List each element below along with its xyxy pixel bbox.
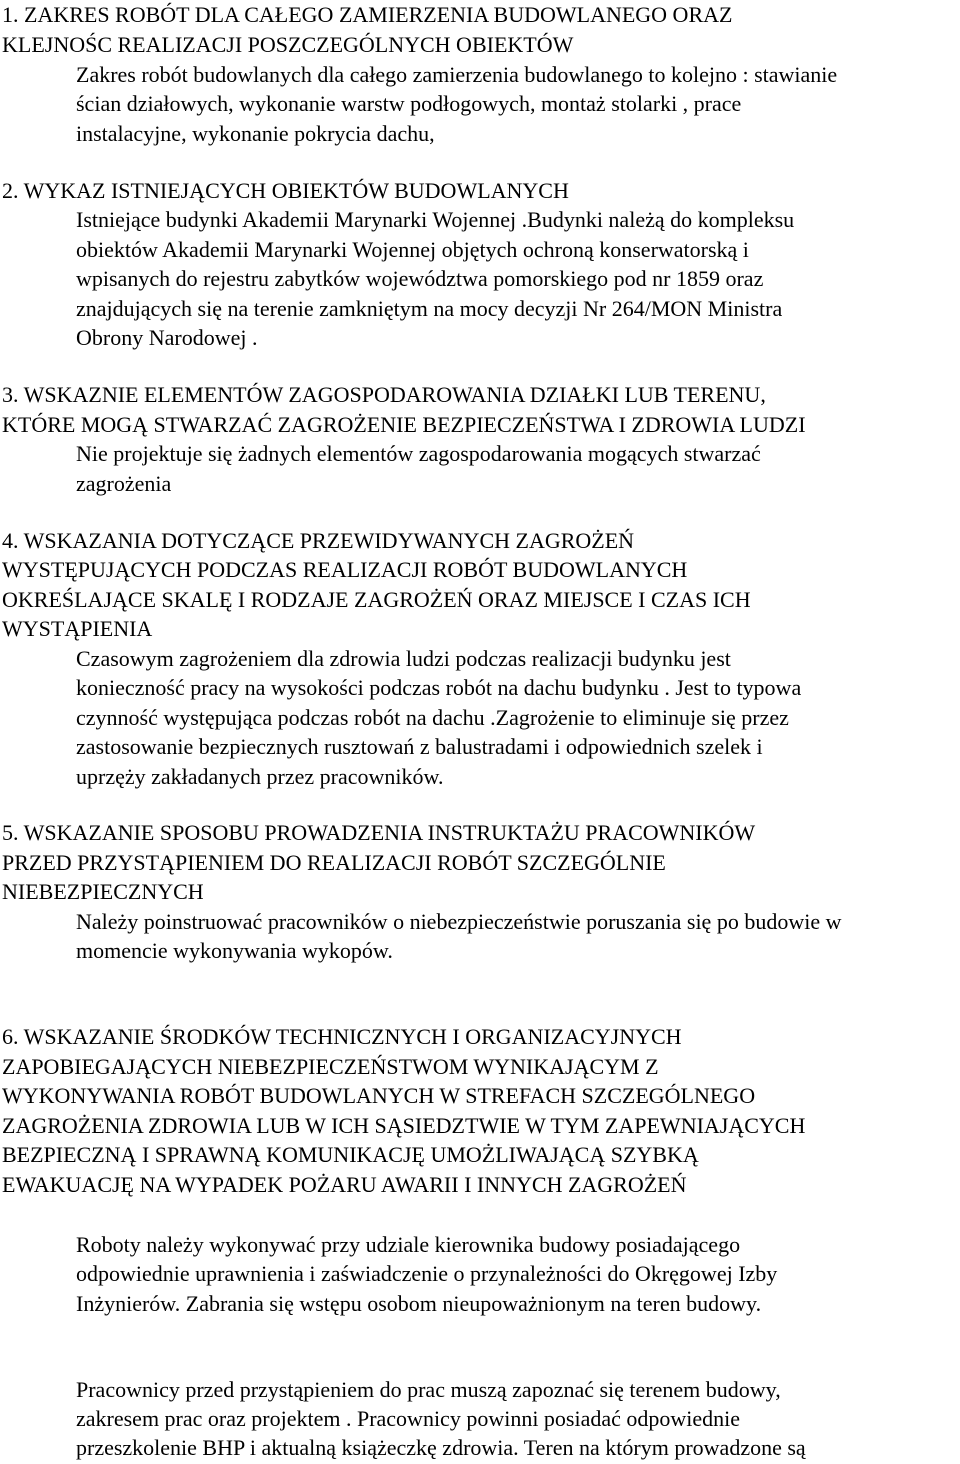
section-1-heading-line-1: 1. ZAKRES ROBÓT DLA CAŁEGO ZAMIERZENIA BUDOWLANEGO ORAZ — [2, 2, 733, 27]
section-5-body-line-2: momencie wykonywania wykopów. — [76, 938, 393, 963]
section-4-heading-line-3: OKREŚLAJĄCE SKALĘ I RODZAJE ZAGROŻEŃ ORAZ MIEJSCE I CZAS ICH — [2, 587, 751, 612]
section-4-heading-line-2: WYSTĘPUJĄCYCH PODCZAS REALIZACJI ROBÓT BUDOWLANYCH — [2, 557, 688, 582]
section-6-heading-line-3: WYKONYWANIA ROBÓT BUDOWLANYCH W STREFACH SZCZEGÓLNEGO — [2, 1083, 756, 1108]
section-3-heading-line-2: KTÓRE MOGĄ STWARZAĆ ZAGROŻENIE BEZPIECZEŃSTWA I ZDROWIA LUDZI — [2, 412, 806, 437]
section-2-heading-line-1: 2. WYKAZ ISTNIEJĄCYCH OBIEKTÓW BUDOWLANYCH — [2, 178, 569, 203]
section-5-heading-line-2: PRZED PRZYSTĄPIENIEM DO REALIZACJI ROBÓT SZCZEGÓLNIE — [2, 850, 666, 875]
section-1-body-line-1: Zakres robót budowlanych dla całego zamierzenia budowlanego to kolejno : stawianie — [76, 62, 838, 87]
section-1-body-line-2: ścian działowych, wykonanie warstw podłogowych, montaż stolarki , prace — [76, 91, 742, 116]
section-3-heading-line-1: 3. WSKAZNIE ELEMENTÓW ZAGOSPODAROWANIA DZIAŁKI LUB TERENU, — [2, 382, 766, 407]
section-4-heading-line-4: WYSTĄPIENIA — [2, 616, 153, 641]
section-6-body-line-2: odpowiednie uprawnienia i zaświadczenie o przynależności do Okręgowej Izby — [76, 1261, 778, 1286]
section-6-body2-line-1: Pracownicy przed przystąpieniem do prac muszą zapoznać się terenem budowy, — [76, 1377, 781, 1402]
section-2-body-line-1: Istniejące budynki Akademii Marynarki Wojennej .Budynki należą do kompleksu — [76, 207, 795, 232]
section-6-heading-line-1: 6. WSKAZANIE ŚRODKÓW TECHNICZNYCH I ORGANIZACYJNYCH — [2, 1024, 682, 1049]
section-6-body2-line-3: przeszkolenie BHP i aktualną książeczkę zdrowia. Teren na którym prowadzone są — [76, 1435, 806, 1460]
section-5-heading-line-3: NIEBEZPIECZNYCH — [2, 879, 204, 904]
section-2-body-line-2: obiektów Akademii Marynarki Wojennej objętych ochroną konserwatorską i — [76, 237, 749, 262]
section-4-body-line-3: czynność występująca podczas robót na dachu .Zagrożenie to eliminuje się przez — [76, 705, 789, 730]
section-5-heading-line-1: 5. WSKAZANIE SPOSOBU PROWADZENIA INSTRUKTAŻU PRACOWNIKÓW — [2, 820, 756, 845]
section-6-body-line-1: Roboty należy wykonywać przy udziale kierownika budowy posiadającego — [76, 1232, 741, 1257]
section-5-body-line-1: Należy poinstruować pracowników o niebezpieczeństwie poruszania się po budowie w — [76, 909, 842, 934]
section-1-heading-line-2: KLEJNOŚC REALIZACJI POSZCZEGÓLNYCH OBIEKTÓW — [2, 32, 574, 57]
section-2-body-line-4: znajdujących się na terenie zamkniętym na mocy decyzji Nr 264/MON Ministra — [76, 296, 783, 321]
section-3-body-line-2: zagrożenia — [76, 471, 172, 496]
section-6-heading-line-5: BEZPIECZNĄ I SPRAWNĄ KOMUNIKACJĘ UMOŻLIWAJĄCĄ SZYBKĄ — [2, 1142, 699, 1167]
section-4-body-line-4: zastosowanie bezpiecznych rusztowań z balustradami i odpowiednich szelek i — [76, 734, 763, 759]
section-3-body-line-1: Nie projektuje się żadnych elementów zagospodarowania mogących stwarzać — [76, 441, 761, 466]
section-2-body-line-3: wpisanych do rejestru zabytków województwa pomorskiego pod nr 1859 oraz — [76, 266, 764, 291]
section-4-body-line-5: uprzęży zakładanych przez pracowników. — [76, 764, 444, 789]
section-6-body-line-3: Inżynierów. Zabrania się wstępu osobom nieupoważnionym na teren budowy. — [76, 1291, 762, 1316]
section-6-body2-line-2: zakresem prac oraz projektem . Pracownicy powinni posiadać odpowiednie — [76, 1406, 741, 1431]
section-2-body-line-5: Obrony Narodowej . — [76, 325, 258, 350]
section-6-heading-line-2: ZAPOBIEGAJĄCYCH NIEBEZPIECZEŃSTWOM WYNIKAJĄCYM Z — [2, 1054, 659, 1079]
section-1-body-line-3: instalacyjne, wykonanie pokrycia dachu, — [76, 121, 435, 146]
section-4-body-line-1: Czasowym zagrożeniem dla zdrowia ludzi podczas realizacji budynku jest — [76, 646, 731, 671]
section-6-heading-line-4: ZAGROŻENIA ZDROWIA LUB W ICH SĄSIEDZTWIE W TYM ZAPEWNIAJĄCYCH — [2, 1113, 806, 1138]
section-4-heading-line-1: 4. WSKAZANIA DOTYCZĄCE PRZEWIDYWANYCH ZAGROŻEŃ — [2, 528, 635, 553]
section-6-heading-line-6: EWAKUACJĘ NA WYPADEK POŻARU AWARII I INNYCH ZAGROŻEŃ — [2, 1172, 687, 1197]
section-4-body-line-2: konieczność pracy na wysokości podczas robót na dachu budynku . Jest to typowa — [76, 675, 802, 700]
